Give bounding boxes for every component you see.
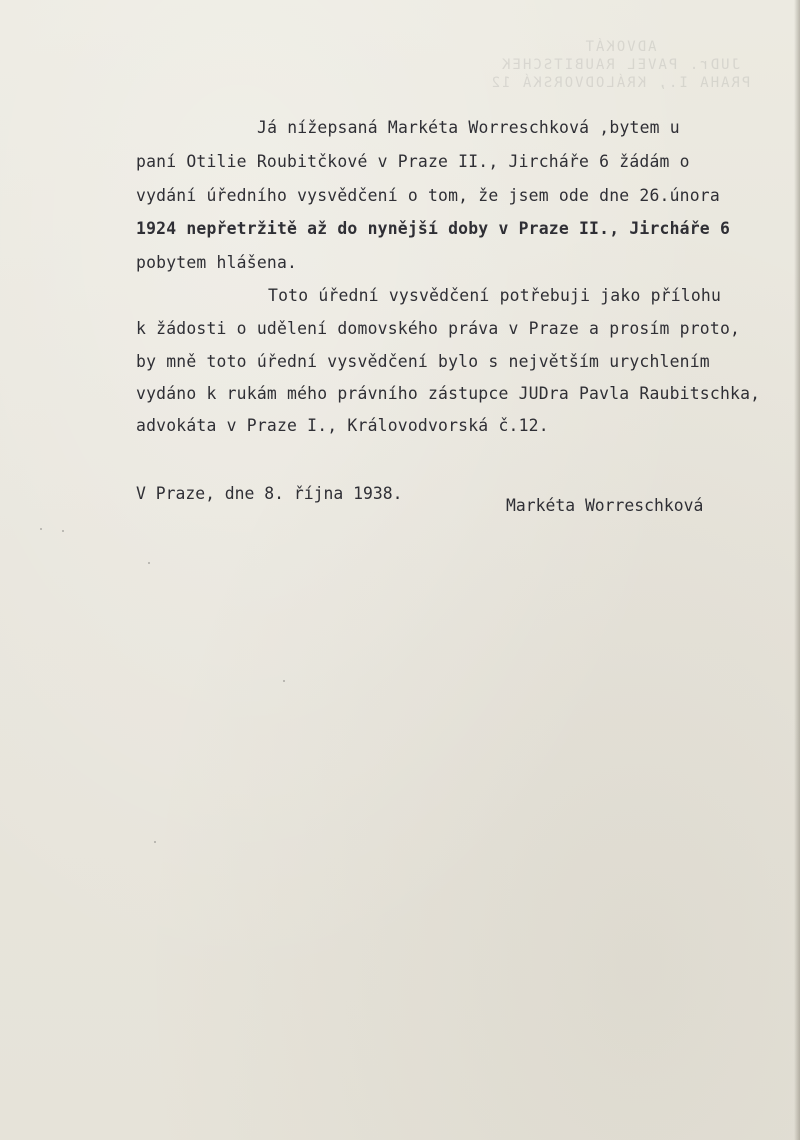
body-line-9: vydáno k rukám mého právního zástupce JUDra Pavla Raubitschka, xyxy=(136,384,761,403)
paper-speck xyxy=(62,530,64,532)
body-line-3: vydání úředního vysvědčení o tom, že jsem ode dne 26.února xyxy=(136,186,720,205)
page-edge-shadow xyxy=(794,0,800,1140)
body-line-1: Já nížepsaná Markéta Worreschková ,bytem u xyxy=(257,118,680,137)
stamp-line: PRAHA I., KRÁLODVORSKÁ 12 xyxy=(489,75,751,91)
faint-stamp xyxy=(470,38,770,108)
body-line-7: k žádosti o udělení domovského práva v Praze a prosím proto, xyxy=(136,319,741,338)
stamp-line: JUDr. PAVEL RAUBITSCHEK xyxy=(500,57,740,73)
place-date: V Praze, dne 8. října 1938. xyxy=(136,484,403,503)
body-line-4: 1924 nepřetržitě až do nynější doby v Praze II., Jircháře 6 xyxy=(136,219,731,238)
body-line-8: by mně toto úřední vysvědčení bylo s největším urychlením xyxy=(136,352,710,371)
signature-name: Markéta Worreschková xyxy=(506,496,704,515)
body-line-10: advokáta v Praze I., Královodvorská č.12. xyxy=(136,416,549,435)
body-line-2: paní Otilie Roubitčkové v Praze II., Jircháře 6 žádám o xyxy=(136,152,690,171)
body-line-5: pobytem hlášena. xyxy=(136,253,298,272)
paper-speck xyxy=(154,841,156,843)
stamp-line: ADVOKÁT xyxy=(583,39,657,55)
paper-speck xyxy=(148,562,150,564)
body-line-6: Toto úřední vysvědčení potřebuji jako přílohu xyxy=(268,286,722,305)
paper-speck xyxy=(283,680,285,682)
paper-speck xyxy=(40,528,42,530)
